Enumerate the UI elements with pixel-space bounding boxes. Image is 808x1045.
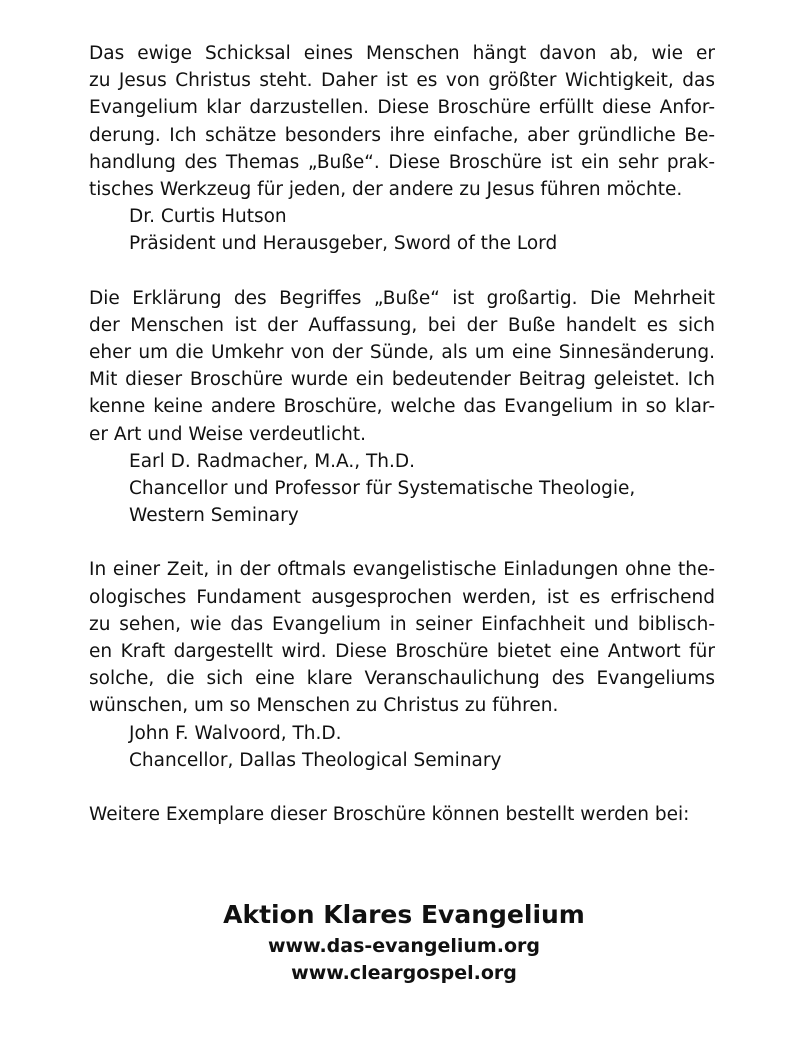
text-line: solche, die sich eine klare Veranschaulichung des Evangeliums <box>89 668 715 690</box>
endorsement-walvoord <box>89 556 715 774</box>
text-line: en Kraft dargestellt wird. Diese Broschüre bietet eine Antwort für <box>89 641 715 663</box>
organization-name: Aktion Klares Evangelium <box>223 900 585 929</box>
text-line: tisches Werkzeug für jeden, der andere zu Jesus führen möchte. <box>89 179 683 201</box>
spacer <box>89 258 715 285</box>
text-line: Das ewige Schicksal eines Menschen hängt davon ab, wie er <box>89 43 715 64</box>
signature-title: Chancellor und Professor für Systematische Theologie, <box>129 478 636 500</box>
document-body <box>89 40 715 828</box>
text-line: handlung des Themas „Buße“. Diese Broschüre ist ein sehr prak- <box>89 151 715 173</box>
text-line: Evangelium klar darzustellen. Diese Broschüre erfüllt diese Anfor- <box>89 97 715 119</box>
text-line: eher um die Umkehr von der Sünde, als um eine Sinnesänderung. <box>89 342 715 364</box>
website-link-primary[interactable]: www.das-evangelium.org <box>268 935 540 957</box>
publisher-footer <box>0 897 808 987</box>
text-line: zu sehen, wie das Evangelium in seiner Einfachheit und biblisch- <box>89 613 715 635</box>
signature-name: Dr. Curtis Hutson <box>129 206 287 228</box>
text-line: der Menschen ist der Auffassung, bei der Buße handelt es sich <box>89 314 715 336</box>
text-line: wünschen, um so Menschen zu Christus zu führen. <box>89 695 559 717</box>
endorsement-text <box>89 556 715 719</box>
text-line: Die Erklärung des Begriffes „Buße“ ist großartig. Die Mehrheit <box>89 287 715 309</box>
signature-title: Chancellor, Dallas Theological Seminary <box>129 749 502 771</box>
order-note <box>89 801 715 828</box>
signature-title: Präsident und Herausgeber, Sword of the Lord <box>129 233 558 255</box>
text-line: kenne keine andere Broschüre, welche das Evangelium in so klar- <box>89 396 715 418</box>
endorsement-hutson <box>89 40 715 258</box>
text-line: Mit dieser Broschüre wurde ein bedeutender Beitrag geleistet. Ich <box>89 369 715 391</box>
endorsement-signature <box>89 448 715 530</box>
order-note-text: Weitere Exemplare dieser Broschüre können bestellt werden bei: <box>89 804 690 826</box>
endorsement-radmacher <box>89 285 715 530</box>
text-line: zu Jesus Christus steht. Daher ist es von größter Wichtigkeit, das <box>89 70 715 92</box>
text-line: er Art und Weise verdeutlicht. <box>89 423 366 445</box>
endorsement-text <box>89 285 715 448</box>
signature-name: John F. Walvoord, Th.D. <box>129 722 342 744</box>
endorsement-text <box>89 40 715 203</box>
endorsement-signature <box>89 720 715 774</box>
text-line: ologisches Fundament ausgesprochen werden, ist es erfrischend <box>89 586 715 608</box>
text-line: In einer Zeit, in der oftmals evangelistische Einladungen ohne the- <box>89 559 715 581</box>
spacer <box>89 774 715 801</box>
spacer <box>89 529 715 556</box>
text-line: derung. Ich schätze besonders ihre einfache, aber gründliche Be- <box>89 124 715 146</box>
endorsement-signature <box>89 203 715 257</box>
signature-name: Earl D. Radmacher, M.A., Th.D. <box>129 450 416 472</box>
website-link-secondary[interactable]: www.cleargospel.org <box>291 962 517 984</box>
signature-institution: Western Seminary <box>129 505 299 527</box>
